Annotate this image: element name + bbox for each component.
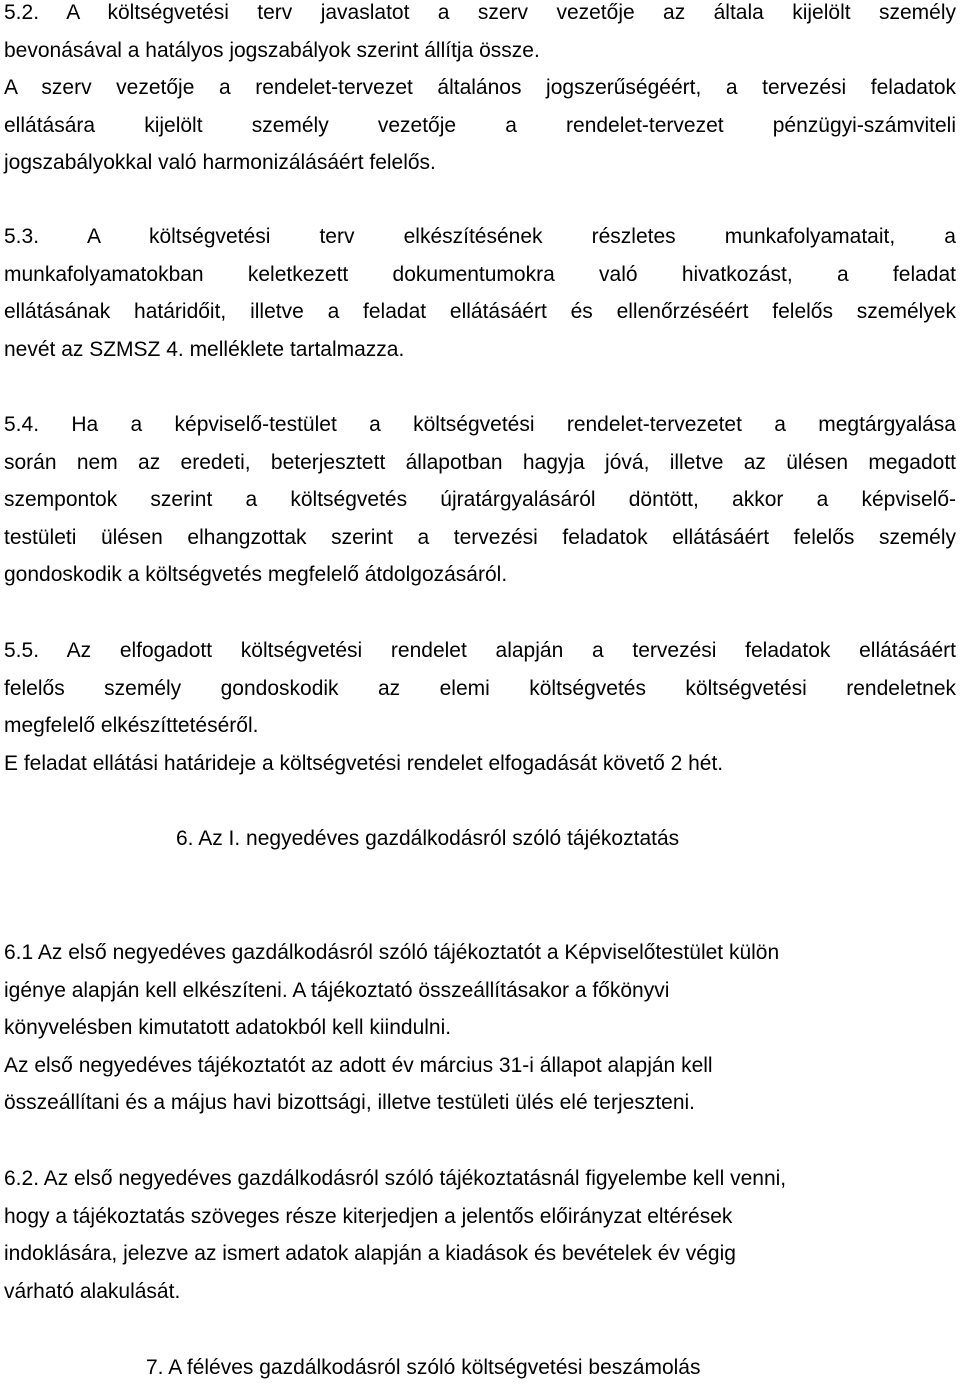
paragraph-5-4: [4, 406, 956, 594]
text-line: ellátásának határidőit, illetve a feladat ellátásáért és ellenőrzéséért felelős személyek: [4, 300, 956, 323]
text-line: jogszabályokkal való harmonizálásáért felelős.: [4, 151, 436, 174]
text-line: Az első negyedéves tájékoztatót az adott év március 31-i állapot alapján kell: [4, 1053, 713, 1077]
text-line: gondoskodik a költségvetés megfelelő átdolgozásáról.: [4, 563, 508, 586]
text-line: 5.5. Az elfogadott költségvetési rendelet alapján a tervezési feladatok ellátásáért: [4, 639, 956, 662]
text-line: E feladat ellátási határideje a költségvetési rendelet elfogadását követő 2 hét.: [4, 751, 724, 775]
text-line: 5.2. A költségvetési terv javaslatot a szerv vezetője az általa kijelölt személy: [4, 1, 956, 24]
paragraph-5-5: [4, 632, 956, 782]
paragraph-6-1: [4, 934, 956, 1122]
text-line: 6.2. Az első negyedéves gazdálkodásról szóló tájékoztatásnál figyelembe kell venni,: [4, 1167, 787, 1190]
text-line: igénye alapján kell elkészíteni. A tájékoztató összeállításakor a főkönyvi: [4, 978, 670, 1002]
text-line: 6.1 Az első negyedéves gazdálkodásról szóló tájékoztatót a Képviselőtestület külön: [4, 941, 780, 964]
section-heading-6: 6. Az I. negyedéves gazdálkodásról szóló tájékoztatás: [176, 827, 680, 850]
text-line: munkafolyamatokban keletkezett dokumentumokra való hivatkozást, a feladat: [4, 262, 956, 286]
text-line: során nem az eredeti, beterjesztett állapotban hagyja jóvá, illetve az ülésen megadott: [4, 450, 956, 474]
text-line: hogy a tájékoztatás szöveges része kiterjedjen a jelentős előirányzat eltérések: [4, 1204, 733, 1228]
paragraph-6-2: [4, 1160, 956, 1310]
text-line: várható alakulását.: [4, 1279, 181, 1303]
text-line: felelős személy gondoskodik az elemi költségvetés költségvetési rendeletnek: [4, 676, 956, 700]
text-line: szempontok szerint a költségvetés újratárgyalásáról döntött, akkor a képviselő-: [4, 488, 956, 511]
section-heading-7: 7. A féléves gazdálkodásról szóló költségvetési beszámolás: [146, 1356, 701, 1379]
text-line: ellátására kijelölt személy vezetője a rendelet-tervezet pénzügyi-számviteli: [4, 113, 956, 137]
text-line: összeállítani és a május havi bizottsági, illetve testületi ülés elé terjeszteni.: [4, 1091, 696, 1114]
text-line: 5.3. A költségvetési terv elkészítésének részletes munkafolyamatait, a: [4, 225, 956, 248]
paragraph-5-2: [4, 0, 956, 182]
paragraph-5-3: [4, 218, 956, 368]
text-line: 5.4. Ha a képviselő-testület a költségvetési rendelet-tervezetet a megtárgyalása: [4, 413, 956, 436]
text-line: indoklására, jelezve az ismert adatok alapján a kiadások és bevételek év végig: [4, 1242, 736, 1265]
text-line: megfelelő elkészíttetéséről.: [4, 714, 259, 737]
text-line: nevét az SZMSZ 4. melléklete tartalmazza.: [4, 337, 405, 361]
text-line: A szerv vezetője a rendelet-tervezet általános jogszerűségéért, a tervezési feladatok: [4, 76, 956, 99]
text-line: testületi ülésen elhangzottak szerint a tervezési feladatok ellátásáért felelős személy: [4, 525, 956, 549]
text-line: bevonásával a hatályos jogszabályok szerint állítja össze.: [4, 38, 540, 62]
text-line: könyvelésben kimutatott adatokból kell kiindulni.: [4, 1016, 452, 1039]
